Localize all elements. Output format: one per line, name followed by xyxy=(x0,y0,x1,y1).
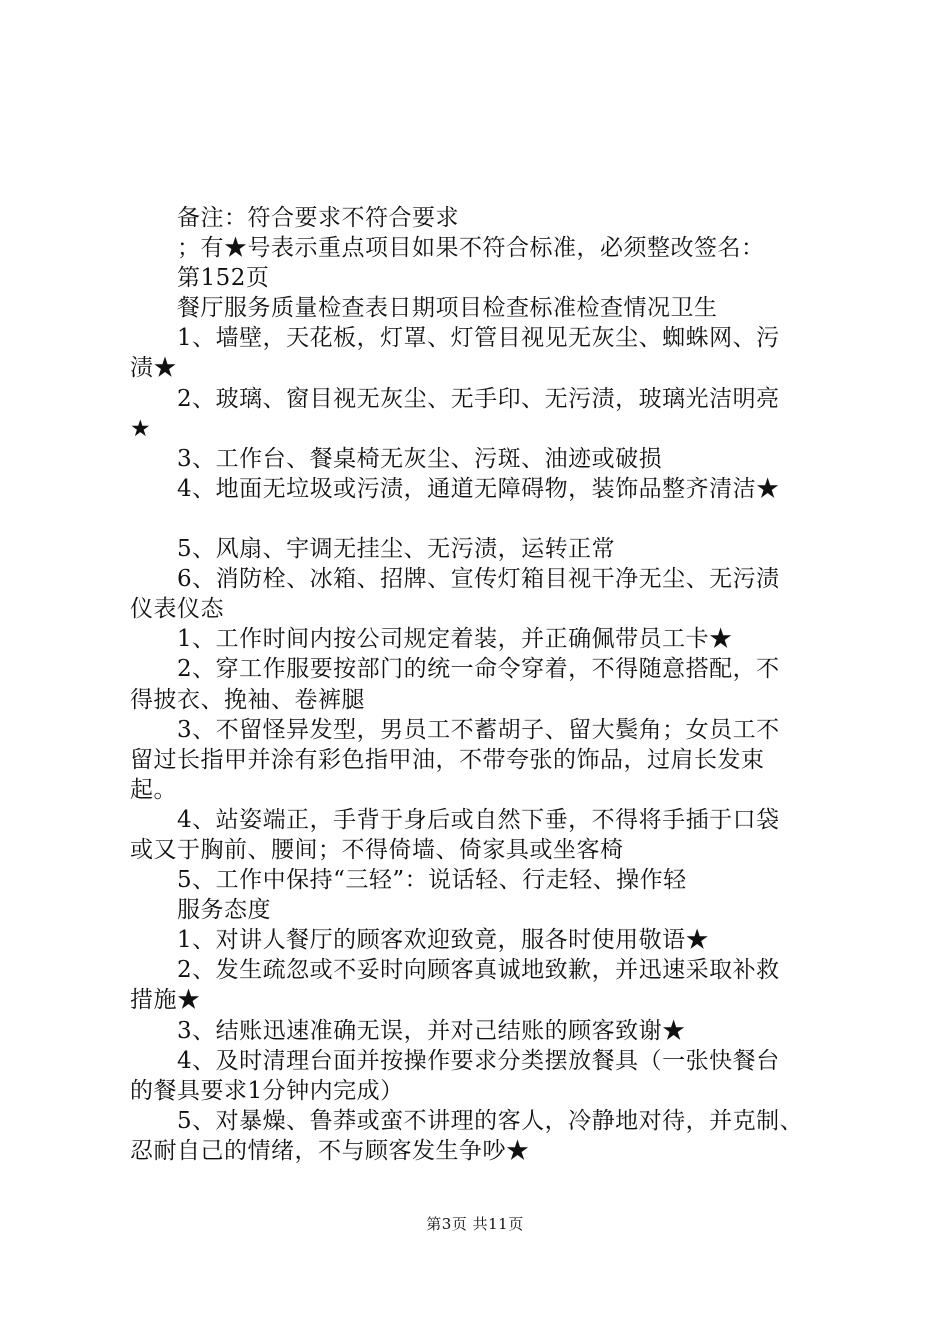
document-body xyxy=(130,203,840,1166)
text-line xyxy=(130,504,840,534)
text-line: 5、工作中保持“三轻”：说话轻、行走轻、操作轻 xyxy=(177,867,687,894)
text-line: 1、工作时间内按公司规定着装，并正确佩带员工卡★ xyxy=(177,626,733,653)
text-line: 得披衣、挽袖、卷裤腿 xyxy=(130,686,365,713)
page-footer: 第3页 共11页 xyxy=(426,1215,524,1233)
text-line: 3、工作台、餐桌椅无灰尘、污斑、油迹或破损 xyxy=(177,445,663,472)
text-line: ；有★号表示重点项目如果不符合标准，必须整改签名： xyxy=(177,235,765,262)
text-line: 5、对暴燥、鲁莽或蛮不讲理的客人，冷静地对待，并克制、 xyxy=(177,1107,804,1134)
text-line: 餐厅服务质量检查表日期项目检查标准检查情况卫生 xyxy=(177,295,718,322)
text-line: 渍★ xyxy=(130,355,177,382)
text-line: 1、墙壁，天花板，灯罩、灯管目视见无灰尘、蜘蛛网、污 xyxy=(177,325,780,352)
text-line: 备注：符合要求不符合要求 xyxy=(177,205,459,231)
text-line: 4、地面无垃圾或污渍，通道无障碍物，装饰品整齐清洁★ xyxy=(177,475,780,502)
text-line: 2、玻璃、窗目视无灰尘、无手印、无污渍，玻璃光洁明亮 xyxy=(177,385,780,412)
text-line: 服务态度 xyxy=(177,897,271,924)
text-line: 2、穿工作服要按部门的统一命令穿着，不得随意搭配，不 xyxy=(177,656,780,683)
text-line: 4、站姿端正，手背于身后或自然下垂，不得将手插于口袋 xyxy=(177,806,780,833)
text-line: 5、风扇、宇调无挂尘、无污渍，运转正常 xyxy=(177,536,616,563)
text-line: 第152页 xyxy=(177,265,270,292)
text-line: 1、对讲人餐厅的顾客欢迎致竟，服各时使用敬语★ xyxy=(177,927,710,954)
text-line: 或又于胸前、腰间；不得倚墙、倚家具或坐客椅 xyxy=(130,836,624,863)
text-line: ★ xyxy=(130,415,152,442)
text-line: 措施★ xyxy=(130,987,201,1014)
text-line: 3、不留怪异发型，男员工不蓄胡子、留大鬓角；女员工不 xyxy=(177,716,780,743)
text-line: 2、发生疏忽或不妥时向顾客真诚地致歉，并迅速采取补救 xyxy=(177,957,780,984)
text-line: 仪表仪态 xyxy=(130,596,224,623)
text-line: 3、结账迅速准确无误，并对己结账的顾客致谢★ xyxy=(177,1017,686,1044)
text-line: 6、消防栓、冰箱、招牌、宣传灯箱目视干净无尘、无污渍 xyxy=(177,566,780,593)
text-line: 4、及时清理台面并按操作要求分类摆放餐具（一张快餐台 xyxy=(177,1047,780,1074)
text-line: 起。 xyxy=(130,776,177,803)
text-line: 忍耐自己的情绪，不与顾客发生争吵★ xyxy=(130,1137,530,1164)
text-line: 留过长指甲并涂有彩色指甲油，不带夸张的饰品，过肩长发束 xyxy=(130,746,765,773)
text-line: 的餐具要求1分钟内完成） xyxy=(130,1077,404,1104)
